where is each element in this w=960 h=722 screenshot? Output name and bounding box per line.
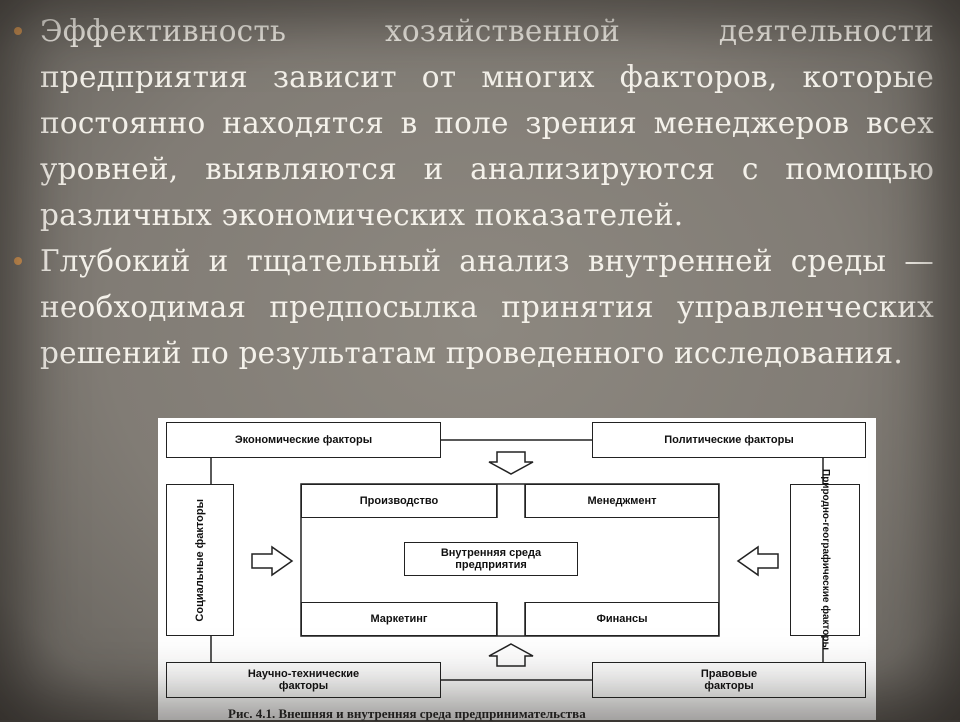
finance-label: Финансы (596, 613, 648, 625)
legal-factors-label: Правовые факторы (700, 668, 758, 692)
production-box (301, 484, 497, 518)
natural-geographic-factors-label: Природно-географические факторы (820, 469, 831, 651)
political-factors-label: Политические факторы (664, 434, 794, 446)
bullet-text: Глубокий и тщательный анализ внутренней среды — необходимая предпосылка принятия управленческих решений по результатам проведенного исследования. (40, 244, 934, 370)
management-label: Менеджмент (587, 495, 657, 507)
marketing-label: Маркетинг (370, 613, 428, 625)
internal-environment-label: Внутренняя среда предприятия (440, 547, 542, 571)
internal-environment-box (404, 542, 578, 576)
economic-factors-label: Экономические факторы (234, 434, 373, 446)
social-factors-box (166, 484, 234, 636)
scientific-technical-factors-label: Научно-технические факторы (247, 668, 360, 692)
scientific-technical-factors-box (166, 662, 441, 698)
social-factors-label: Социальные факторы (194, 498, 206, 622)
management-box (525, 484, 719, 518)
bullet-list (14, 8, 934, 376)
bullet-dot-icon (14, 27, 22, 35)
bullet-item (14, 238, 934, 376)
natural-geographic-factors-box (790, 469, 860, 651)
legal-factors-box (592, 662, 866, 698)
production-label: Производство (359, 495, 439, 507)
bullet-dot-icon (14, 257, 22, 265)
marketing-box (301, 602, 497, 636)
bullet-text: Эффективность хозяйственной деятельности предприятия зависит от многих факторов, которые постоянно находятся в поле зрения менеджеров всех уровней, выявляются и анализируются с помощью различных экономических показателей. (40, 14, 934, 232)
environment-diagram (158, 418, 876, 720)
figure-caption: Рис. 4.1. Внешняя и внутренняя среда предпринимательства (228, 706, 586, 721)
political-factors-box (592, 422, 866, 458)
bullet-item (14, 8, 934, 238)
economic-factors-box (166, 422, 441, 458)
finance-box (525, 602, 719, 636)
